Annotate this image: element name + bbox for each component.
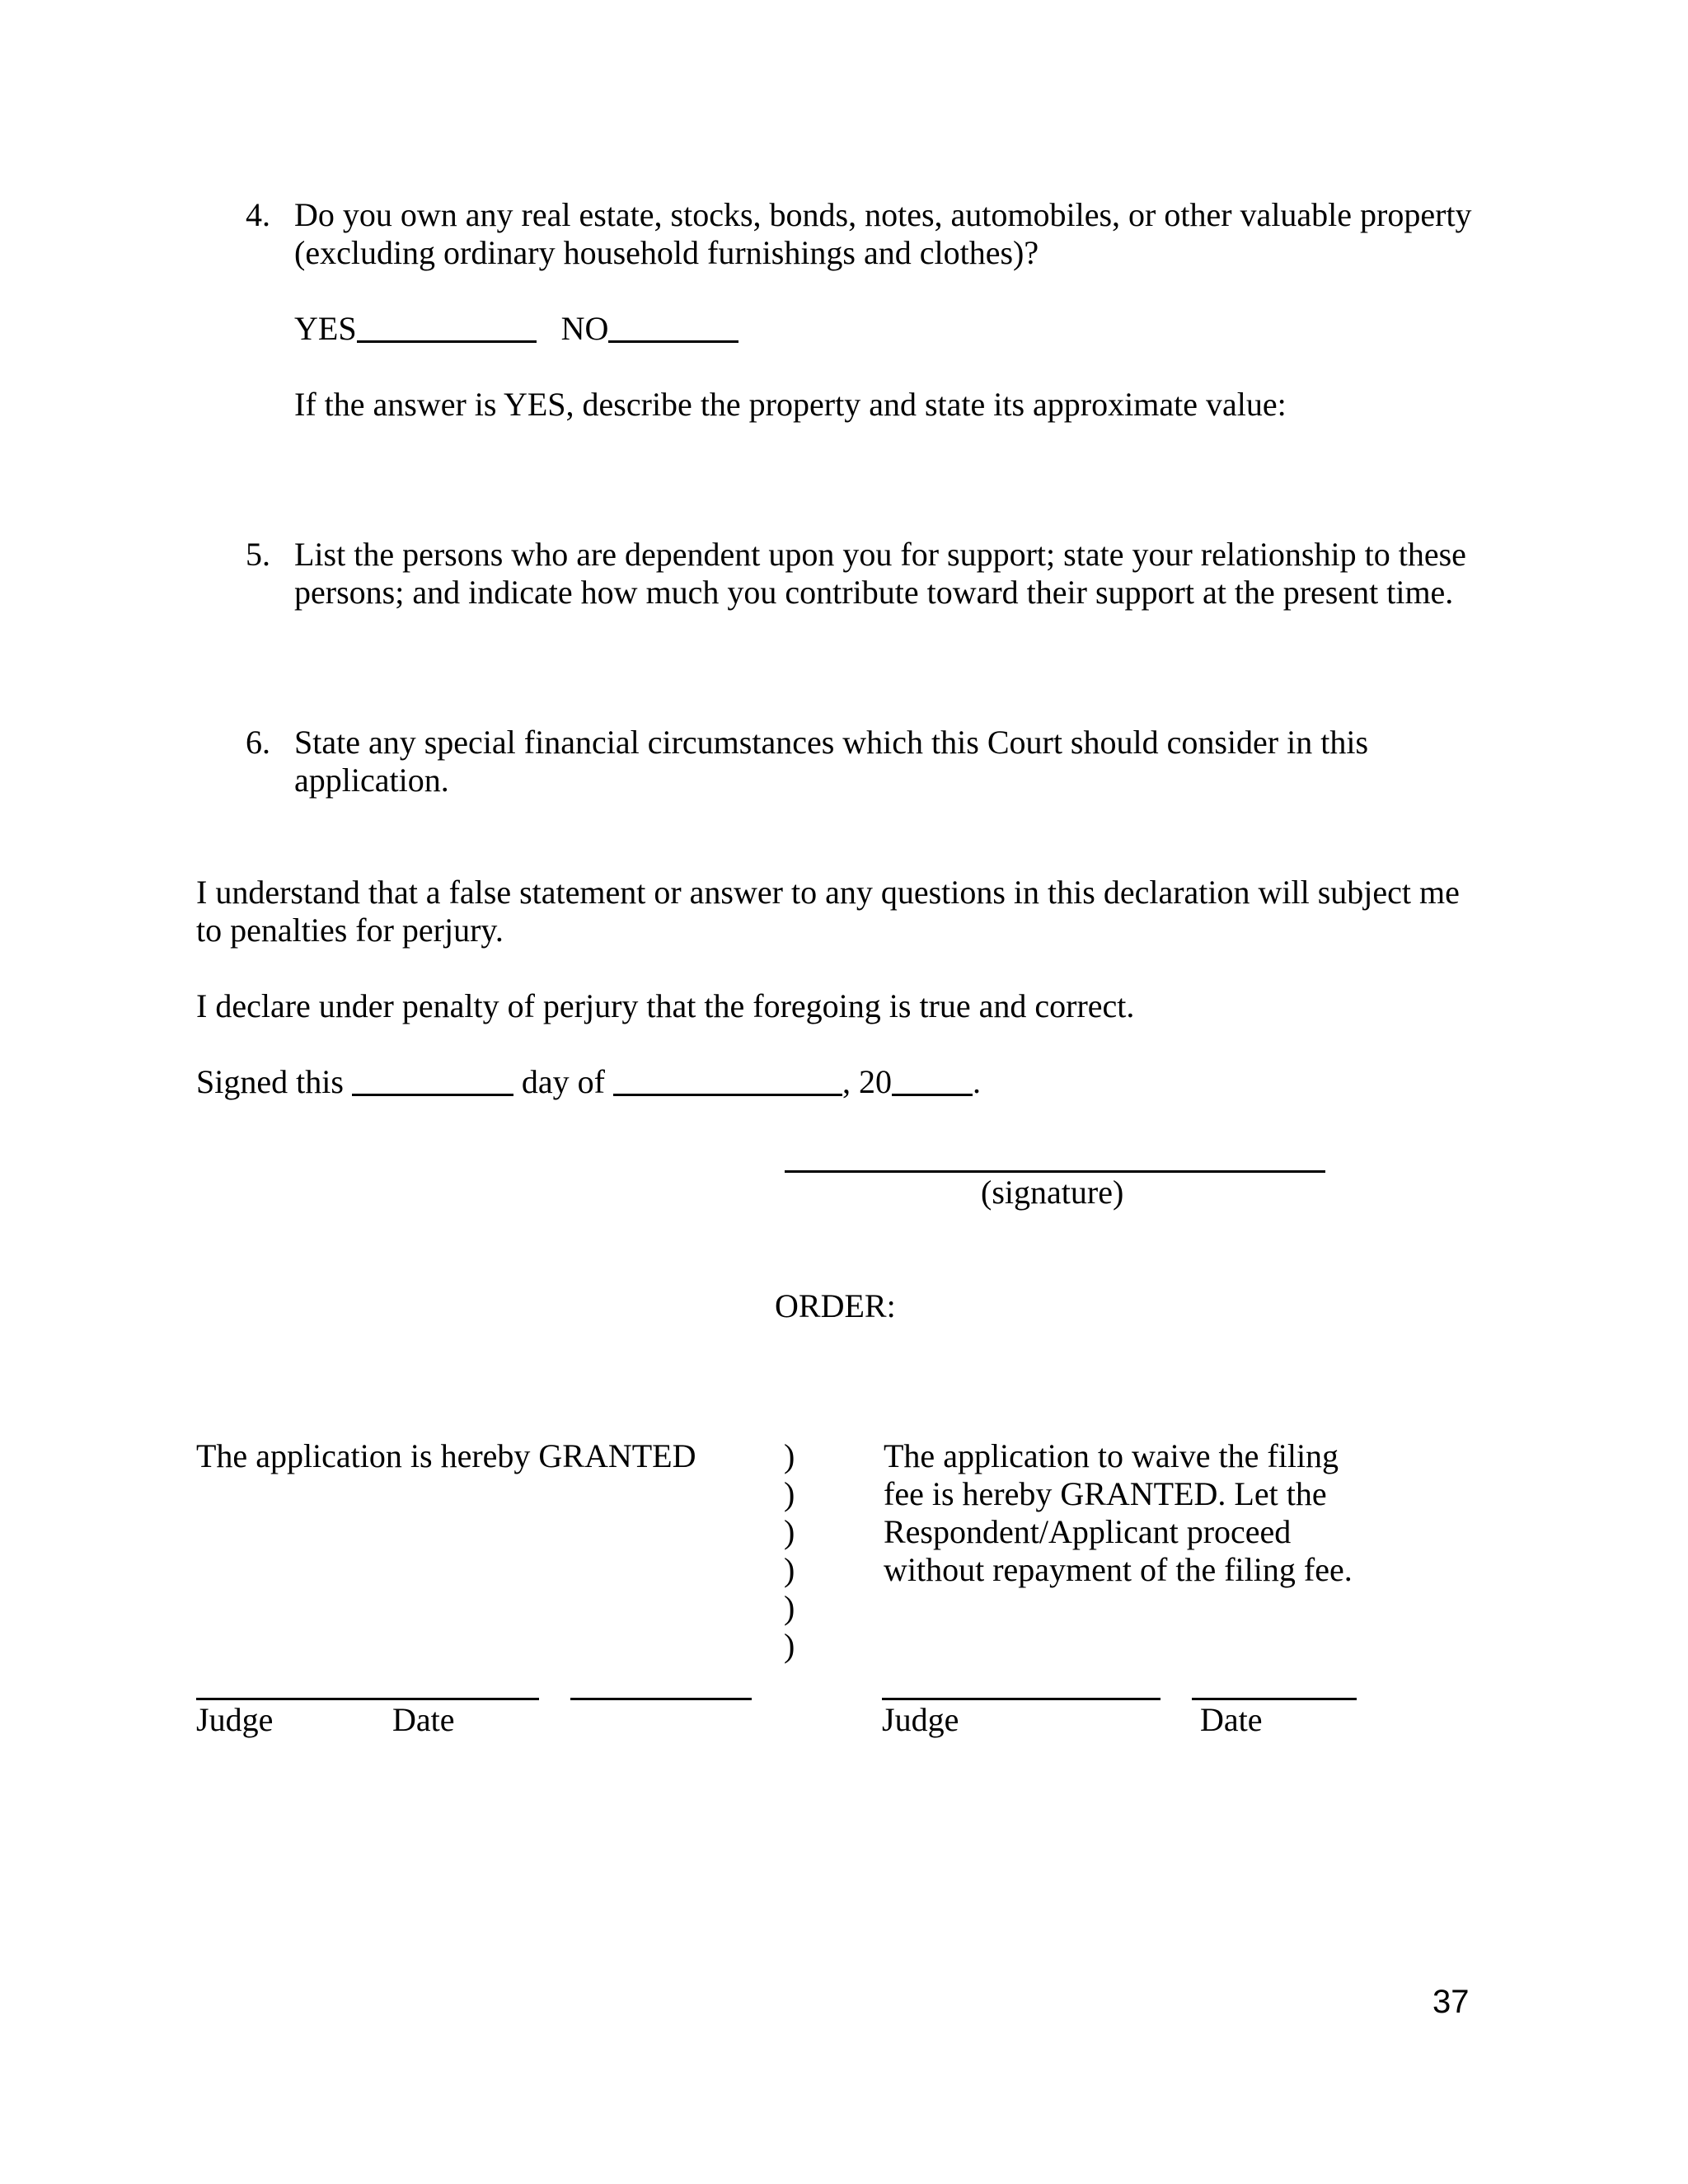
item-number-4: 4. [246, 196, 270, 233]
day-of-label: day of [521, 1063, 605, 1100]
left-date-line[interactable] [570, 1698, 752, 1700]
question-5-line2: persons; and indicate how much you contribute toward their support at the present time. [294, 574, 1454, 611]
yes-answer-blank[interactable] [357, 316, 537, 343]
no-label: NO [560, 310, 609, 347]
item-number-5: 5. [246, 536, 270, 573]
page-number: 37 [1432, 1984, 1470, 2020]
left-date-label: Date [392, 1701, 455, 1738]
divider-paren: ) [784, 1589, 795, 1626]
right-judge-label: Judge [882, 1701, 959, 1738]
signed-date-line [196, 1063, 981, 1101]
signed-this-label: Signed this [196, 1063, 344, 1100]
perjury-declaration: I declare under penalty of perjury that the foregoing is true and correct. [196, 987, 1135, 1024]
yes-label: YES [294, 310, 357, 347]
year-prefix-label: , 20 [842, 1063, 892, 1100]
question-5-line1: List the persons who are dependent upon you for support; state your relationship to these [294, 536, 1466, 573]
divider-paren: ) [784, 1551, 795, 1588]
left-judge-label: Judge [196, 1701, 274, 1738]
yes-no-row [294, 310, 738, 348]
item-number-6: 6. [246, 724, 270, 761]
signed-month-blank[interactable] [613, 1069, 842, 1096]
no-answer-blank[interactable] [608, 316, 738, 343]
signed-year-blank[interactable] [892, 1069, 973, 1096]
question-4-followup: If the answer is YES, describe the property and state its approximate value: [294, 386, 1287, 423]
divider-paren: ) [784, 1437, 795, 1474]
divider-paren: ) [784, 1513, 795, 1550]
signed-day-blank[interactable] [352, 1069, 513, 1096]
question-6-line2: application. [294, 762, 449, 799]
perjury-understanding-line2: to penalties for perjury. [196, 912, 504, 949]
order-heading: ORDER: [775, 1287, 896, 1324]
order-right-line1: The application to waive the filing [884, 1437, 1339, 1474]
order-right-line4: without repayment of the filing fee. [884, 1551, 1353, 1588]
question-4-line2: (excluding ordinary household furnishings and clothes)? [294, 234, 1039, 271]
right-date-line[interactable] [1192, 1698, 1357, 1700]
signature-label: (signature) [981, 1174, 1124, 1211]
left-judge-signature-line[interactable] [196, 1698, 539, 1700]
right-date-label: Date [1200, 1701, 1263, 1738]
perjury-understanding-line1: I understand that a false statement or answer to any questions in this declaration will subject me [196, 874, 1460, 911]
divider-paren: ) [784, 1627, 795, 1664]
signed-end-period: . [972, 1063, 981, 1100]
order-left-granted-text: The application is hereby GRANTED [196, 1437, 696, 1474]
signature-line[interactable] [785, 1170, 1325, 1173]
divider-paren: ) [784, 1475, 795, 1512]
question-4-line1: Do you own any real estate, stocks, bonds, notes, automobiles, or other valuable property [294, 196, 1472, 233]
right-judge-signature-line[interactable] [882, 1698, 1160, 1700]
order-right-line3: Respondent/Applicant proceed [884, 1513, 1292, 1550]
question-6-line1: State any special financial circumstances which this Court should consider in this [294, 724, 1369, 761]
order-right-line2: fee is hereby GRANTED. Let the [884, 1475, 1327, 1512]
